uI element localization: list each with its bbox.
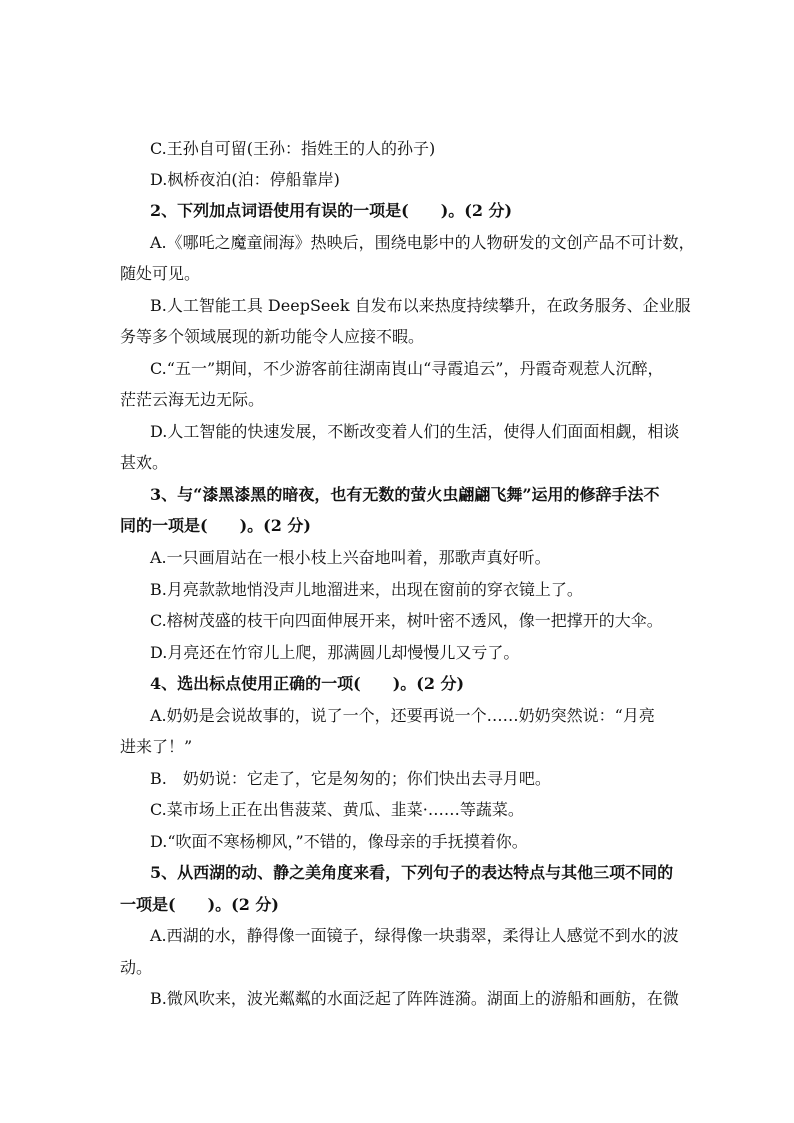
option-d-q4: D.“吹面不寒杨柳风，”不错的，像母亲的手抚摸着你。: [150, 832, 528, 851]
option-c-q4: C.菜市场上正在出售菠菜、黄瓜、韭菜·……等蔬菜。: [150, 800, 524, 819]
option-b-q4: B. 奶奶说：它走了，它是匆匆的；你们快出去寻月吧。: [150, 769, 551, 788]
option-a-q4-cont: 进来了！”: [120, 737, 193, 756]
option-d-q2: D.人工智能的快速发展，不断改变着人们的生活，使得人们面面相觑，相谈: [150, 422, 680, 441]
option-b-q2: B.人工智能工具 DeepSeek 自发布以来热度持续攀升，在政务服务、企业服: [150, 296, 691, 315]
question-3-cont: 同的一项是( )。(2 分): [120, 516, 311, 535]
option-c-q2: C.“五一”期间，不少游客前往湖南崀山“寻霞追云”，丹霞奇观惹人沉醉，: [150, 359, 664, 378]
question-5: 5、从西湖的动、静之美角度来看，下列句子的表达特点与其他三项不同的: [150, 863, 674, 882]
option-a-q2: A.《哪吒之魔童闹海》热映后，围绕电影中的人物研发的文创产品不可计数，: [150, 233, 695, 252]
option-d-q1: D.枫桥夜泊(泊：停船靠岸): [150, 170, 340, 189]
option-c-q1: C.王孙自可留(王孙：指姓王的人的孙子): [150, 139, 436, 158]
question-4: 4、选出标点使用正确的一项( )。(2 分): [150, 674, 465, 693]
option-a-q3: A.一只画眉站在一根小枝上兴奋地叫着，那歌声真好听。: [150, 548, 551, 567]
option-b-q5: B.微风吹来，波光粼粼的水面泛起了阵阵涟漪。湖面上的游船和画舫，在微: [150, 989, 679, 1008]
option-d-q2-cont: 甚欢。: [120, 453, 169, 472]
option-a-q4: A.奶奶是会说故事的，说了一个，还要再说一个……奶奶突然说：“月亮: [150, 706, 655, 725]
option-b-q3: B.月亮款款地悄没声儿地溜进来，出现在窗前的穿衣镜上了。: [150, 580, 583, 599]
option-d-q3: D.月亮还在竹帘儿上爬，那满圆儿却慢慢儿又亏了。: [150, 643, 520, 662]
option-c-q2-cont: 茫茫云海无边无际。: [120, 390, 265, 409]
option-a-q2-cont: 随处可见。: [120, 264, 201, 283]
question-5-cont: 一项是( )。(2 分): [120, 895, 279, 914]
option-b-q2-cont: 务等多个领域展现的新功能令人应接不暇。: [120, 327, 425, 346]
question-2: 2、下列加点词语使用有误的一项是( )。(2 分): [150, 201, 513, 220]
option-a-q5-cont: 动。: [120, 958, 153, 977]
option-c-q3: C.榕树茂盛的枝干向四面伸展开来，树叶密不透风，像一把撑开的大伞。: [150, 611, 663, 630]
question-3: 3、与“漆黑漆黑的暗夜，也有无数的萤火虫翩翩飞舞”运用的修辞手法不: [150, 485, 660, 504]
option-a-q5: A.西湖的水，静得像一面镜子，绿得像一块翡翠，柔得让人感觉不到水的波: [150, 926, 679, 945]
